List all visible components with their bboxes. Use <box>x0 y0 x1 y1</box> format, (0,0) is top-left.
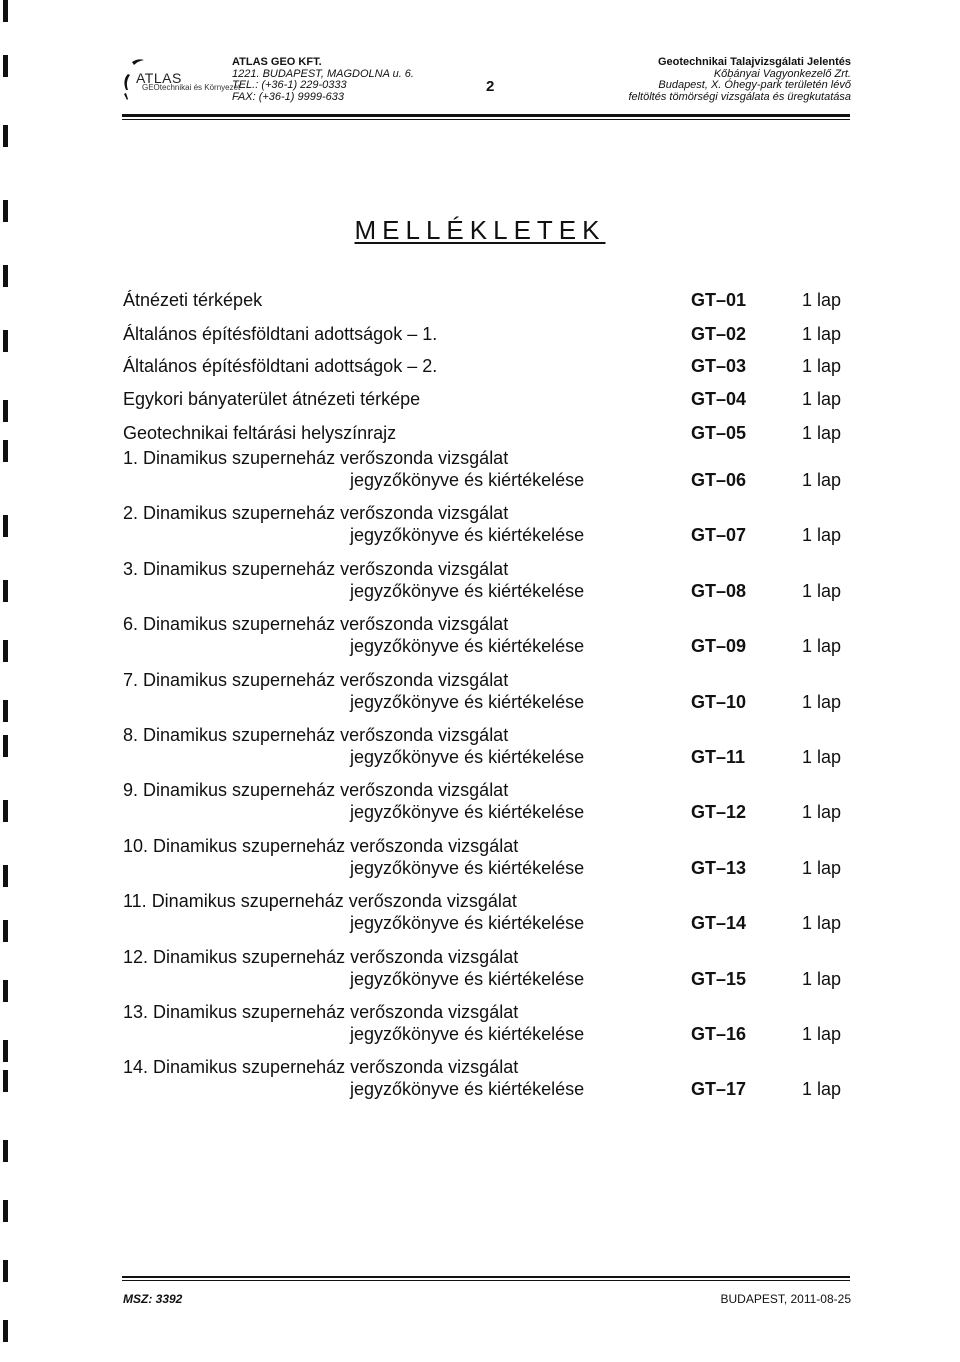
appendix-label: 13. Dinamikus szuperneház verőszonda vizsgálat <box>123 1002 519 1022</box>
logo-name: ATLAS <box>136 70 182 86</box>
report-info <box>628 57 851 103</box>
appendix-row <box>123 290 853 314</box>
appendix-row <box>123 324 853 348</box>
report-client: Kőbányai Vagyonkezelő Zrt. <box>713 67 851 80</box>
appendix-code: GT–17 <box>691 1079 747 1099</box>
appendix-pages: 1 lap <box>802 581 842 601</box>
appendix-label: Általános építésföldtani adottságok – 1. <box>123 324 438 344</box>
appendix-label: 1. Dinamikus szuperneház verőszonda vizsgálat <box>123 448 509 468</box>
appendix-pages: 1 lap <box>802 858 842 878</box>
appendix-pages: 1 lap <box>802 1079 842 1099</box>
appendix-label: 12. Dinamikus szuperneház verőszonda vizsgálat <box>123 947 519 967</box>
appendix-row <box>123 448 853 494</box>
appendix-code: GT–05 <box>691 423 747 443</box>
logo-subtitle: GEOtechnikai és Környezet <box>142 83 241 92</box>
appendix-label: 14. Dinamikus szuperneház verőszonda vizsgálat <box>123 1057 519 1077</box>
appendix-label: 9. Dinamikus szuperneház verőszonda vizsgálat <box>123 780 509 800</box>
appendix-code: GT–07 <box>691 525 747 545</box>
header-rule-thin <box>122 119 850 120</box>
appendix-code: GT–01 <box>691 290 747 310</box>
appendix-label: 11. Dinamikus szuperneház verőszonda vizsgálat <box>123 891 517 911</box>
appendix-pages: 1 lap <box>802 692 842 712</box>
company-address: 1221. BUDAPEST, MAGDOLNA u. 6. <box>232 67 414 80</box>
appendix-row <box>123 356 853 380</box>
appendix-pages: 1 lap <box>802 969 842 989</box>
appendix-row <box>123 670 853 716</box>
appendix-code: GT–04 <box>691 389 747 409</box>
appendix-row <box>123 559 853 605</box>
appendix-sublabel: jegyzőkönyve és kiértékelése <box>350 692 585 712</box>
appendix-pages: 1 lap <box>802 913 842 933</box>
appendix-row <box>123 891 853 937</box>
appendix-pages: 1 lap <box>802 389 842 409</box>
appendix-label: Átnézeti térképek <box>123 290 263 310</box>
appendix-row <box>123 1057 853 1103</box>
appendix-row <box>123 836 853 882</box>
company-fax: FAX: (+36-1) 9999-633 <box>232 90 344 103</box>
report-subject: feltöltés tömörségi vizsgálata és üregkutatása <box>628 90 851 103</box>
appendix-label: 6. Dinamikus szuperneház verőszonda vizsgálat <box>123 614 509 634</box>
appendix-row <box>123 947 853 993</box>
appendix-sublabel: jegyzőkönyve és kiértékelése <box>350 470 585 490</box>
company-info <box>232 57 414 103</box>
appendix-label: 8. Dinamikus szuperneház verőszonda vizsgálat <box>123 725 509 745</box>
appendix-sublabel: jegyzőkönyve és kiértékelése <box>350 1024 585 1044</box>
appendix-pages: 1 lap <box>802 636 842 656</box>
appendix-row <box>123 725 853 771</box>
appendix-row <box>123 503 853 549</box>
appendix-row <box>123 780 853 826</box>
appendix-row <box>123 389 853 413</box>
appendix-code: GT–03 <box>691 356 747 376</box>
appendix-label: Geotechnikai feltárási helyszínrajz <box>123 423 397 443</box>
appendix-row <box>123 614 853 660</box>
appendix-code: GT–14 <box>691 913 747 933</box>
appendix-code: GT–16 <box>691 1024 747 1044</box>
footer-msz: MSZ: 3392 <box>123 1292 183 1306</box>
appendix-code: GT–09 <box>691 636 747 656</box>
appendix-code: GT–08 <box>691 581 747 601</box>
company-name: ATLAS GEO KFT. <box>232 56 322 68</box>
appendix-code: GT–11 <box>691 747 746 767</box>
appendix-pages: 1 lap <box>802 356 842 376</box>
appendix-sublabel: jegyzőkönyve és kiértékelése <box>350 636 585 656</box>
appendix-pages: 1 lap <box>802 525 842 545</box>
binder-marks <box>0 0 10 1362</box>
appendix-pages: 1 lap <box>802 290 842 310</box>
appendix-code: GT–02 <box>691 324 747 344</box>
appendix-sublabel: jegyzőkönyve és kiértékelése <box>350 1079 585 1099</box>
company-tel: TEL.: (+36-1) 229-0333 <box>232 79 347 91</box>
appendix-pages: 1 lap <box>802 423 842 443</box>
appendix-pages: 1 lap <box>802 802 842 822</box>
appendix-code: GT–15 <box>691 969 747 989</box>
appendix-sublabel: jegyzőkönyve és kiértékelése <box>350 858 585 878</box>
appendix-sublabel: jegyzőkönyve és kiértékelése <box>350 581 585 601</box>
footer-rule-thick <box>122 1276 850 1278</box>
appendix-code: GT–06 <box>691 470 747 490</box>
appendix-code: GT–10 <box>691 692 747 712</box>
page-number: 2 <box>486 78 495 95</box>
header-rule-thick <box>122 114 850 117</box>
appendix-sublabel: jegyzőkönyve és kiértékelése <box>350 913 585 933</box>
appendix-label: Egykori bányaterület átnézeti térképe <box>123 389 421 409</box>
appendix-row <box>123 423 853 447</box>
appendix-label: Általános építésföldtani adottságok – 2. <box>123 356 438 376</box>
appendix-sublabel: jegyzőkönyve és kiértékelése <box>350 969 585 989</box>
footer-place-date: BUDAPEST, 2011-08-25 <box>720 1292 851 1306</box>
appendix-pages: 1 lap <box>802 470 842 490</box>
appendix-pages: 1 lap <box>802 747 842 767</box>
appendix-label: 7. Dinamikus szuperneház verőszonda vizsgálat <box>123 670 509 690</box>
appendix-code: GT–12 <box>691 802 747 822</box>
page-title: MELLÉKLETEK <box>354 215 606 245</box>
appendix-label: 3. Dinamikus szuperneház verőszonda vizsgálat <box>123 559 509 579</box>
appendix-sublabel: jegyzőkönyve és kiértékelése <box>350 802 585 822</box>
appendix-row <box>123 1002 853 1048</box>
appendix-label: 10. Dinamikus szuperneház verőszonda vizsgálat <box>123 836 519 856</box>
report-location: Budapest, X. Óhegy-park területén lévő <box>658 79 851 91</box>
appendix-code: GT–13 <box>691 858 747 878</box>
appendix-sublabel: jegyzőkönyve és kiértékelése <box>350 747 585 767</box>
footer-rule-thin <box>122 1280 850 1281</box>
report-title: Geotechnikai Talajvizsgálati Jelentés <box>658 56 851 68</box>
appendix-label: 2. Dinamikus szuperneház verőszonda vizsgálat <box>123 503 509 523</box>
appendix-sublabel: jegyzőkönyve és kiértékelése <box>350 525 585 545</box>
appendix-pages: 1 lap <box>802 324 842 344</box>
appendix-pages: 1 lap <box>802 1024 842 1044</box>
